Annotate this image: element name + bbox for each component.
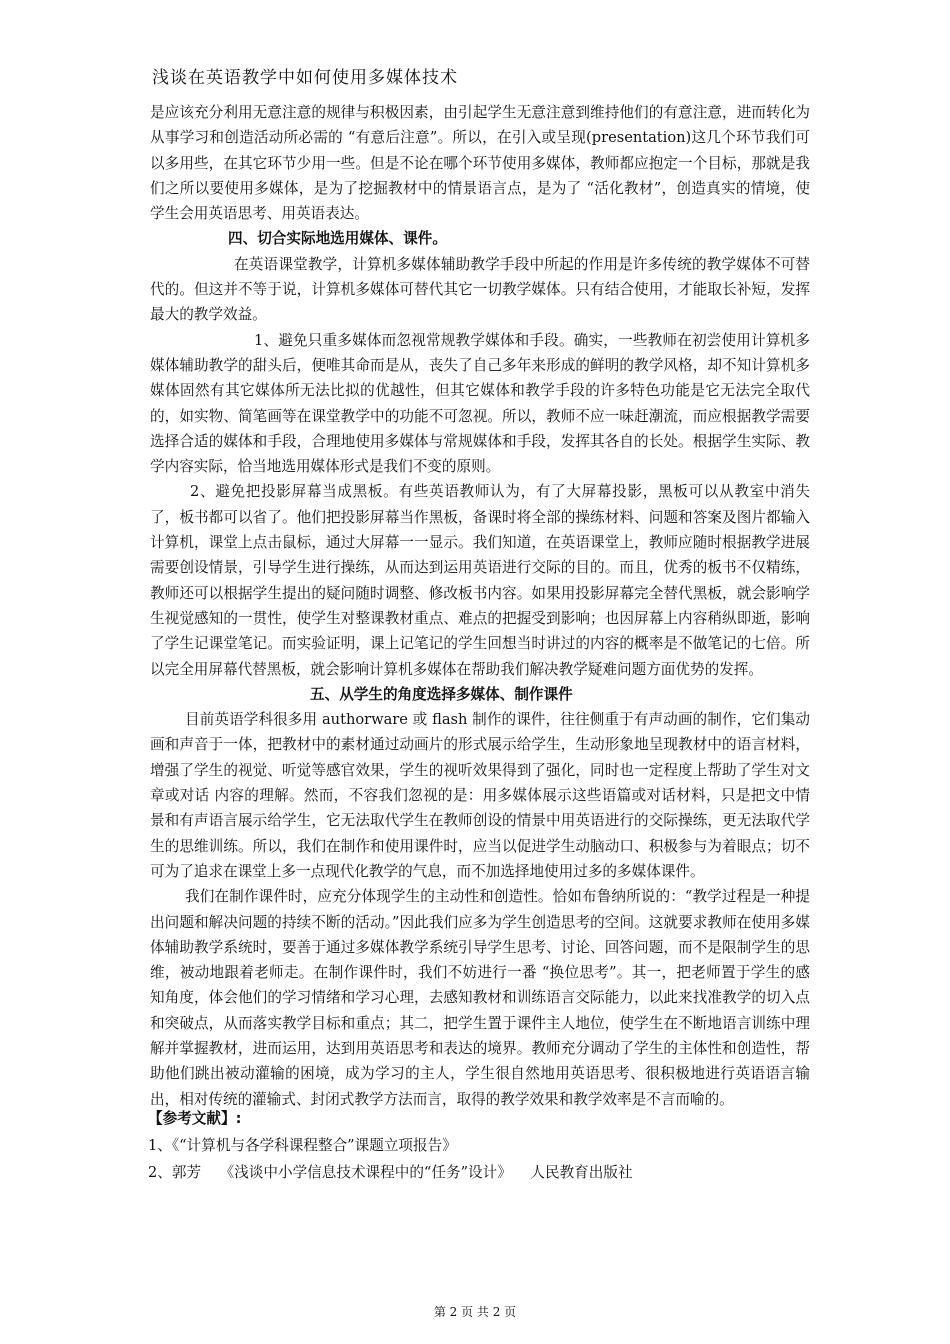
paragraph: 是应该充分利用无意注意的规律与积极因素，由引起学生无意注意到维持他们的有意注意，进而转化为从事学习和创造活动所必需的 “有意后注意”。所以，在引入或呈现(presentation)这几个环节我们可以多用些，在其它环节少用一些。但是不论在哪个环节使用多媒体，教师都应抱定一个目标，那就是我们之所以要使用多媒体，是为了挖掘教材中的情景语言点，是为了 “活化教材”，创造真实的情境，使学生会用英语思考、用英语表达。 bbox=[150, 104, 810, 223]
references-title: 【参考文献】: bbox=[148, 1110, 242, 1127]
article-body bbox=[150, 100, 810, 1112]
page-footer: 第 2 页 共 2 页 bbox=[433, 1305, 517, 1319]
paragraph: 我们在制作课件时，应充分体现学生的主动性和创造性。恰如布鲁纳所说的：“教学过程是一种提出问题和解决问题的持续不断的活动。”因此我们应多为学生创造思考的空间。这就要求教师在使用多媒体辅助教学系统时，要善于通过多媒体教学系统引导学生思考、讨论、回答问题，而不是限制学生的思维，被动地跟着老师走。在制作课件时，我们不妨进行一番 “换位思考”。其一，把老师置于学生的感知角度，体会他们的学习情绪和学习心理，去感知教材和训练语言交际能力，以此来找准教学的切入点和突破点，从而落实教学目标和重点；其二，把学生置于课件主人地位，使学生在不断地语言训练中理解并掌握教材，进而运用，达到用英语思考和表达的境界。教师充分调动了学生的主体性和创造性，帮助他们跳出被动灌输的困境，成为学习的主人，学生很自然地用英语思考、很积极地进行英语语言输出，相对传统的灌输式、封闭式教学方法而言，取得的教学效果和教学效率是不言而喻的。 bbox=[150, 888, 810, 1108]
reference-item: 2、郭芳 《浅谈中小学信息技术课程中的“任务”设计》 人民教育出版社 bbox=[148, 1164, 633, 1181]
paragraph: 1、避免只重多媒体而忽视常规教学媒体和手段。确实，一些教师在初尝使用计算机多媒体辅助教学的甜头后，便唯其命而是从，丧失了自己多年来形成的鲜明的教学风格，却不知计算机多媒体固然有其它媒体所无法比拟的优越性，但其它媒体和教学手段的许多特色功能是它无法完全取代的，如实物、简笔画等在课堂教学中的功能不可忽视。所以，教师不应一味赶潮流，而应根据教学需要选择合适的媒体和手段，合理地使用多媒体与常规媒体和手段，发挥其各自的长处。根据学生实际、教学内容实际，恰当地选用媒体形式是我们不变的原则。 bbox=[150, 331, 810, 476]
paragraph: 在英语课堂教学，计算机多媒体辅助教学手段中所起的作用是许多传统的教学媒体不可替代的。但这并不等于说，计算机多媒体可替代其它一切教学媒体。只有结合使用，才能取长补短，发挥最大的教学效益。 bbox=[150, 255, 810, 324]
references-section bbox=[148, 1105, 808, 1186]
paragraph: 目前英语学科很多用 authorware 或 flash 制作的课件，往往侧重于有声动画的制作，它们集动画和声音于一体，把教材中的素材通过动画片的形式展示给学生，生动形象地呈现教材中的语言材料，增强了学生的视觉、听觉等感官效果，学生的视听效果得到了强化，同时也一定程度上帮助了学生对文章或对话 内容的理解。然而，不容我们忽视的是：用多媒体展示这些语篇或对话材料，只是把文中情景和有声语言展示给学生，它无法取代学生在教师创设的情景中用英语进行的交际操练，更无法取代学生的思维训练。所以，我们在制作和使用课件时，应当以促进学生动脑动口、积极参与为着眼点；切不可为了追求在课堂上多一点现代化教学的气息，而不加选择地使用过多的多媒体课件。 bbox=[150, 711, 810, 880]
page-header-title: 浅谈在英语教学中如何使用多媒体技术 bbox=[152, 68, 458, 88]
section-heading-5: 五、从学生的角度选择多媒体、制作课件 bbox=[310, 685, 573, 703]
reference-item: 1、《“计算机与各学科课程整合”课题立项报告》 bbox=[148, 1137, 457, 1154]
paragraph: 2、避免把投影屏幕当成黑板。有些英语教师认为，有了大屏幕投影，黑板可以从教室中消失了，板书都可以省了。他们把投影屏幕当作黑板，备课时将全部的操练材料、问题和答案及图片都输入计算机，课堂上点击鼠标，通过大屏幕一一显示。我们知道，在英语课堂上，教师应随时根据教学进展需要创设情景，引导学生进行操练，从而达到运用英语进行交际的目的。而且，优秀的板书不仅精练，教师还可以根据学生提出的疑问随时调整、修改板书内容。如果用投影屏幕完全替代黑板，就会影响学生视觉感知的一贯性，使学生对整课教材重点、难点的把握受到影响；也因屏幕上内容稍纵即逝，影响了学生记课堂笔记。而实验证明，课上记笔记的学生回想当时讲过的内容的概率是不做笔记的七倍。所以完全用屏幕代替黑板，就会影响计算机多媒体在帮助我们解决教学疑难问题方面优势的发挥。 bbox=[150, 483, 810, 678]
section-heading-4: 四、切合实际地选用媒体、课件。 bbox=[228, 230, 447, 248]
